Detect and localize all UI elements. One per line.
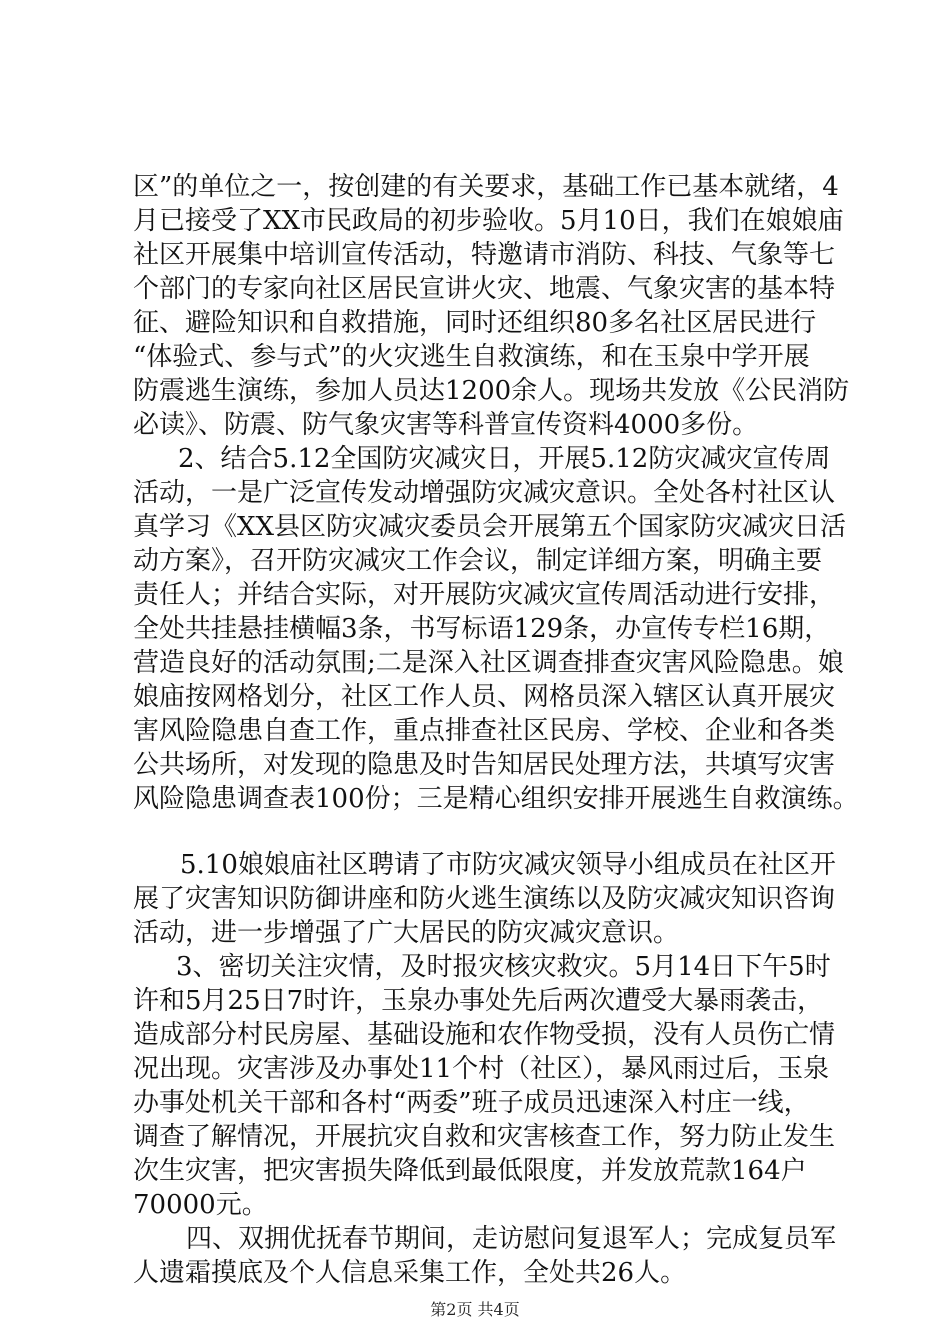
- paragraph-line: 活动，进一步增强了广大居民的防灾减灾意识。: [133, 918, 680, 948]
- paragraph-line: 5.10娘娘庙社区聘请了市防灾减灾领导小组成员在社区开: [180, 850, 836, 880]
- paragraph-line: 动方案》，召开防灾减灾工作会议，制定详细方案，明确主要: [133, 546, 823, 576]
- paragraph-line: 公共场所，对发现的隐患及时告知居民处理方法，共填写灾害: [133, 750, 836, 780]
- paragraph-line: 活动，一是广泛宣传发动增强防灾减灾意识。全处各村社区认: [133, 478, 836, 508]
- paragraph-line: 2、结合5.12全国防灾减灾日，开展5.12防灾减灾宣传周: [178, 444, 831, 474]
- paragraph-line: 责任人；并结合实际，对开展防灾减灾宣传周活动进行安排，: [133, 580, 836, 610]
- paragraph-line: 展了灾害知识防御讲座和防火逃生演练以及防灾减灾知识咨询: [133, 884, 836, 914]
- paragraph-line: 造成部分村民房屋、基础设施和农作物受损，没有人员伤亡情: [133, 1020, 836, 1050]
- paragraph-line: 调查了解情况，开展抗灾自救和灾害核查工作，努力防止发生: [133, 1122, 836, 1152]
- paragraph-line: 娘庙按网格划分，社区工作人员、网格员深入辖区认真开展灾: [133, 682, 836, 712]
- paragraph-line: 区”的单位之一，按创建的有关要求，基础工作已基本就绪，4: [133, 172, 839, 202]
- paragraph-line: 办事处机关干部和各村“两委”班子成员迅速深入村庄一线，: [133, 1088, 810, 1118]
- paragraph-line: 必读》、防震、防气象灾害等科普宣传资料4000多份。: [133, 410, 759, 440]
- paragraph-line: 四、双拥优抚春节期间，走访慰问复退军人；完成复员军: [186, 1224, 837, 1254]
- paragraph-line: 3、密切关注灾情，及时报灾核灾救灾。5月14日下午5时: [176, 952, 831, 982]
- paragraph-line: 许和5月25日7时许，玉泉办事处先后两次遭受大暴雨袭击，: [133, 986, 824, 1016]
- paragraph-line: 害风险隐患自查工作，重点排查社区民房、学校、企业和各类: [133, 716, 836, 746]
- paragraph-line: 况出现。灾害涉及办事处11个村（社区），暴风雨过后，玉泉: [133, 1054, 830, 1084]
- paragraph-line: 防震逃生演练，参加人员达1200余人。现场共发放《公民消防: [133, 376, 850, 406]
- paragraph-line: 营造良好的活动氛围;二是深入社区调查排查灾害风险隐患。娘: [133, 648, 844, 678]
- paragraph-line: “体验式、参与式”的火灾逃生自救演练，和在玉泉中学开展: [133, 342, 810, 372]
- page-number-footer: 第2页 共4页: [430, 1300, 520, 1319]
- paragraph-line: 风险隐患调查表100份；三是精心组织安排开展逃生自救演练。: [133, 784, 859, 814]
- paragraph-line: 次生灾害，把灾害损失降低到最低限度，并发放荒款164户: [133, 1156, 807, 1186]
- paragraph-line: 70000元。: [133, 1190, 268, 1220]
- paragraph-line: 全处共挂悬挂横幅3条，书写标语129条，办宣传专栏16期，: [133, 614, 831, 644]
- paragraph-line: 征、避险知识和自救措施，同时还组织80多名社区居民进行: [133, 308, 817, 338]
- paragraph-line: 社区开展集中培训宣传活动，特邀请市消防、科技、气象等七: [133, 240, 836, 270]
- paragraph-line: 人遗霜摸底及个人信息采集工作，全处共26人。: [133, 1258, 687, 1288]
- paragraph-line: 个部门的专家向社区居民宣讲火灾、地震、气象灾害的基本特: [133, 274, 836, 304]
- paragraph-line: 月已接受了XX市民政局的初步验收。5月10日，我们在娘娘庙: [133, 206, 844, 236]
- paragraph-line: 真学习《XX县区防灾减灾委员会开展第五个国家防灾减灾日活: [133, 512, 847, 542]
